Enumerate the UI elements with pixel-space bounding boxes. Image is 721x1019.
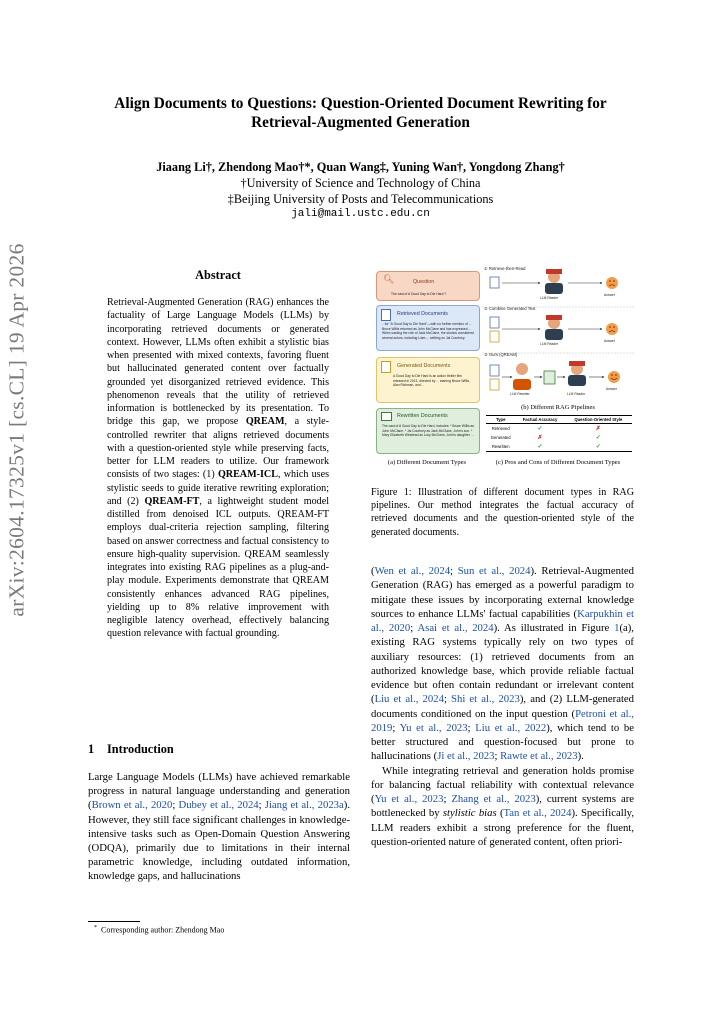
question-title: Question xyxy=(413,279,435,285)
paper-title xyxy=(60,94,661,132)
citation-link[interactable]: Wen et al., 2024 xyxy=(374,565,451,577)
author-email[interactable]: jali@mail.ustc.edu.cn xyxy=(291,208,430,220)
citation-link[interactable]: Karpukhin et al., 2020 xyxy=(371,607,634,634)
intro-column-2 xyxy=(371,564,634,849)
check-icon: ✓ xyxy=(537,426,543,432)
check-icon: ✓ xyxy=(595,444,601,450)
llm-rewriter-body xyxy=(513,379,531,390)
generated-docs-text: A Good Day to Die Hard is an action thriller film released in 2013, directed by ... starring Bruce Willis, Alan Rickman, and... xyxy=(393,374,470,388)
footnote: * Corresponding author: Zhendong Mao xyxy=(94,925,225,935)
section-heading-introduction xyxy=(88,742,174,757)
paragraph: (Wen et al., 2024; Sun et al., 2024). Retrieval-Augmented Generation (RAG) has emerged as a powerful paradigm to mitigate these issues by incorporating external knowledge sources to enhance LLMs' factual capabilities (Karpukhin et al., 2020; Asai et al., 2024). As illustrated in Figure 1(a), existing RAG systems typically rely on two types of auxiliary resources: (1) retrieved documents from an authorized knowledge base, which provide reliable factual evidence but often contain redundant or irrelevant content (Liu et al., 2024; Shi et al., 2023), and (2) LLM-generated documents conditioned on the input question (Petroni et al., 2019; Yu et al., 2023; Liu et al., 2022), which tend to be better structured and question-focused but prone to hallucinations (Ji et al., 2023; Rawte et al., 2023). xyxy=(371,565,634,763)
qream-term: QREAM xyxy=(245,416,285,428)
emphasis: stylistic bias xyxy=(442,807,497,820)
table-cell-type: Retrieved xyxy=(491,426,510,431)
citation-link[interactable]: Petroni et al., 2019 xyxy=(371,707,634,734)
subcaption-a: (a) Different Document Types xyxy=(387,459,467,466)
citation-link[interactable]: Yu et al., 2023 xyxy=(399,721,468,734)
cross-icon: ✗ xyxy=(595,426,601,432)
llm-reader-label: LLM Reader xyxy=(567,392,586,396)
figure-1 xyxy=(372,265,634,471)
citation-link[interactable]: Liu et al., 2022 xyxy=(475,721,547,734)
table-header: Type xyxy=(495,417,506,422)
table-header: Factual Accuracy xyxy=(522,417,558,422)
table-cell-type: Rewritten xyxy=(491,444,510,449)
pipeline-3-label: ③ Ours (QREAM) xyxy=(484,352,518,357)
monitor-icon xyxy=(381,412,392,421)
arxiv-stamp-text: arXiv:2604.17325v1 [cs.CL] 19 Apr 2026 xyxy=(4,243,29,617)
affiliation-1: †University of Science and Technology of China xyxy=(240,176,481,190)
question-text: The cast of A Good Day to Die Hard ? xyxy=(391,292,447,296)
pipeline-1-label: ① Retrieve-then-Read xyxy=(484,266,526,271)
retrieved-doc-icon xyxy=(490,277,499,288)
document-icon xyxy=(381,309,391,321)
table-row xyxy=(486,424,632,434)
pros-cons-table xyxy=(486,415,632,452)
citation-link[interactable]: Shi et al., 2023 xyxy=(451,693,520,706)
rewritten-doc-icon xyxy=(544,371,555,384)
check-icon: ✓ xyxy=(537,444,543,450)
llm-rewriter-label: LLM Rewriter xyxy=(510,392,530,396)
title-line-2: Retrieval-Augmented Generation xyxy=(251,114,470,131)
subcaption-b: (b) Different RAG Pipelines xyxy=(521,404,595,411)
figure-ref-link[interactable]: 1 xyxy=(614,622,620,634)
retrieved-docs-text: ...for "A Good Day to Die Hard"—with no further mention of ... Bruce Willis returned as John McClane and has expressed ... When casting the role of Jack McClane, the studios considered several actors, including Liam ... settling on Jai Courtney. xyxy=(382,322,474,340)
table-row xyxy=(486,433,632,442)
section-number: 1 xyxy=(88,742,95,756)
title-line-1: Align Documents to Questions: Question-Oriented Document Rewriting for xyxy=(114,95,607,112)
rewritten-docs-text: The cast of A Good Day to Die Hard, includes: * Bruce Willis as John McClane. * Jai Courtney as Jack McClane, John's son. * Mary Elizabeth Winstead as Lucy McClane, John's daughter ... xyxy=(382,424,474,438)
rewritten-docs-title: Rewritten Documents xyxy=(397,413,448,419)
abstract-body: Retrieval-Augmented Generation (RAG) enhances the factuality of Large Language Models (LLMs) by incorporating retrieved documents or generated context. However, LLMs often exhibit a stylistic bias when presented with mixed contexts, favoring fluent but hallucinated generated content over factually grounded yet disorganized retrieved evidence. This phenomenon reveals that the utility of retrieved information is bottlenecked by its presentation. To bridge this gap, we propose QREAM, a style-controlled rewriter that aligns retrieved documents with a question-oriented style while preserving facts, better for LLM readers to utilize. Our framework consists of two stages: (1) QREAM-ICL, which uses stylistic seeds to guide iterative rewriting exploration; and (2) QREAM-FT, a lightweight student model distilled from denoised ICL outputs. QREAM-FT employs dual-criteria rejection sampling, filtering based on answer correctness and factual consistency to ensure high-quality supervision. QREAM seamlessly integrates into existing RAG pipelines as a plug-and-play module. Experiments demonstrate that QREAM consistently enhances advanced RAG pipelines, yielding up to 8% relative improvement with negligible latency overhead, effectively balancing question relevance with factual grounding. xyxy=(107,297,329,640)
generated-docs-title: Generated Documents xyxy=(397,363,451,369)
footnote-rule xyxy=(88,921,140,922)
llm-reader-body xyxy=(545,283,563,294)
question-box xyxy=(376,271,480,301)
search-icon: 🔍︎ xyxy=(383,275,395,285)
citation-link[interactable]: Ji et al., 2023 xyxy=(437,750,495,763)
citation-link[interactable]: Jiang et al., 2023a xyxy=(264,799,344,812)
paragraph: While integrating retrieval and generation holds promise for balancing factual reliability with contextual relevance (Yu et al., 2023; Zhang et al., 2023), current systems are bottlenecked by stylistic bias (Tan et al., 2024). Specifically, LLM readers exhibit a strong preference for the fluent, question-oriented nature of generated content, often priori- xyxy=(371,764,635,848)
llm-reader-label: LLM Reader xyxy=(540,296,559,300)
citation-link[interactable]: Zhang et al., 2023 xyxy=(451,793,536,805)
citation-link[interactable]: Dubey et al., 2024 xyxy=(178,799,259,812)
citation-link[interactable]: Rawte et al., 2023 xyxy=(500,750,578,763)
intro-paragraph: Large Language Models (LLMs) have achieved remarkable progress in natural language understanding and generation (Brown et al., 2020; Dubey et al., 2024; Jiang et al., 2023a). However, they still face significant challenges in knowledge-intensive tasks such as Open-Domain Question Answering (ODQA), primarily due to limitations in their internal parametric knowledge, including outdated information, knowledge gaps, and hallucinations xyxy=(88,771,350,883)
generated-docs-box xyxy=(376,357,480,403)
abstract-heading: Abstract xyxy=(195,268,241,282)
happy-face-icon xyxy=(608,371,620,383)
citation-link[interactable]: Yu et al., 2023 xyxy=(374,793,444,805)
llm-rewriter-head xyxy=(516,363,528,375)
retrieved-docs-box xyxy=(376,305,480,351)
cross-icon: ✗ xyxy=(537,435,543,441)
figure-caption: Figure 1: Illustration of different document types in RAG pipelines. Our method integrates the factual accuracy of retrieved documents and the question-oriented style of the generated documents. xyxy=(371,487,634,538)
section-title: Introduction xyxy=(107,742,174,756)
qream-ft-term: QREAM-FT xyxy=(144,495,200,507)
authors: Jiaang Li†, Zhendong Mao†*, Quan Wang‡, Yuning Wan†, Yongdong Zhang† xyxy=(156,160,565,174)
answer-label: Answer xyxy=(606,387,617,391)
pipeline-2-label: ② Combine Generated Text xyxy=(484,306,536,311)
affiliation-2: ‡Beijing University of Posts and Telecommunications xyxy=(227,192,494,206)
citation-link[interactable]: Asai et al., 2024 xyxy=(417,622,494,634)
llm-reader-label: LLM Reader xyxy=(540,342,559,346)
check-icon: ✓ xyxy=(595,435,601,441)
citation-link[interactable]: Liu et al., 2024 xyxy=(374,693,444,706)
answer-label: Answer xyxy=(604,293,615,297)
answer-label: Answer xyxy=(604,339,615,343)
sad-face-icon xyxy=(606,277,618,289)
subcaption-c: (c) Pros and Cons of Different Document Types xyxy=(495,459,621,466)
document-icon xyxy=(381,361,391,373)
table-row xyxy=(486,442,632,452)
table-cell-type: Generated xyxy=(490,435,511,440)
table-header: Question-Oriented Style xyxy=(574,417,623,422)
rewritten-docs-box xyxy=(376,408,480,454)
llm-reader-hat xyxy=(546,269,562,274)
citation-link[interactable]: Sun et al., 2024 xyxy=(457,565,531,577)
citation-link[interactable]: Brown et al., 2020 xyxy=(91,799,173,812)
retrieved-docs-title: Retrieved Documents xyxy=(397,311,448,317)
qream-icl-term: QREAM-ICL xyxy=(217,469,278,481)
citation-link[interactable]: Tan et al., 2024 xyxy=(503,807,572,820)
